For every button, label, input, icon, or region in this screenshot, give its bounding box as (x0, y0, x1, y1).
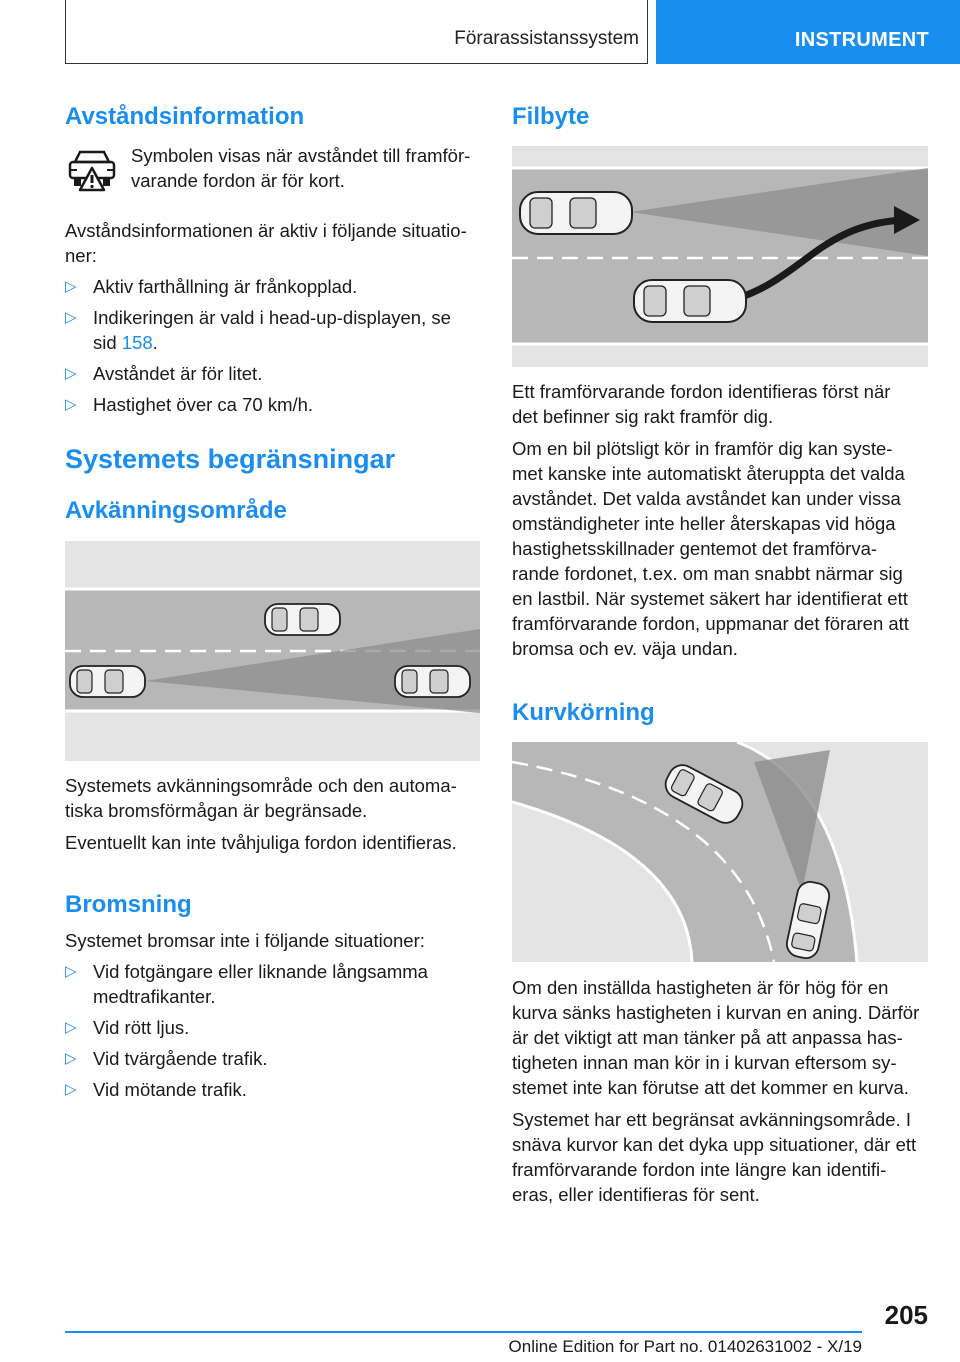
list-item (65, 392, 480, 417)
page-number: 205 (884, 1300, 928, 1330)
text-line: eras, eller identifieras för sent. (512, 1184, 760, 1205)
text-line: stemet inte kan förutse att det kommer en kurva. (512, 1077, 909, 1098)
cornering-text-2 (512, 1107, 928, 1207)
car-front-same-lane (395, 666, 470, 697)
car-ahead (520, 192, 632, 234)
braking-list (65, 959, 480, 1102)
cornering-text-1 (512, 975, 928, 1100)
list-item (65, 1077, 480, 1102)
text-line: omständigheter inte heller återskapas vid höga (512, 513, 896, 534)
bullet-triangle-icon: ▷ (65, 963, 77, 980)
footer-edition: Online Edition for Part no. 01402631002 - X/19 (508, 1337, 862, 1356)
detection-area-text-1 (65, 773, 480, 823)
car-cutting-in (634, 280, 746, 322)
text-line: rande fordonet, t.ex. om man snabbt närmar sig (512, 563, 903, 584)
text-line: ner: (65, 245, 97, 266)
text-line: Avståndet är för litet. (93, 363, 263, 384)
text-line: Indikeringen är vald i head-up-displayen, se (93, 307, 451, 328)
page-reference-link[interactable]: 158 (121, 332, 153, 353)
header-chapter-label: INSTRUMENT (794, 29, 929, 51)
text-line: met kanske inte automatiskt återuppta det valda (512, 463, 905, 484)
text-line: avståndet. Det valda avståndet kan under vissa (512, 488, 901, 509)
braking-intro (65, 928, 480, 953)
car-front-right-lane (265, 604, 340, 635)
list-item (65, 274, 480, 299)
header-section-box (65, 0, 648, 64)
list-item (65, 1015, 480, 1040)
detection-area-illustration (65, 541, 480, 761)
text-line: varande fordon är för kort. (131, 170, 345, 191)
cornering-illustration (512, 742, 928, 962)
heading-cornering: Kurvkörning (512, 699, 655, 726)
list-item (65, 959, 480, 1009)
heading-lane-change: Filbyte (512, 103, 590, 130)
text-line: snäva kurvor kan det dyka upp situationer, där ett (512, 1134, 917, 1155)
text-line: är det viktigt att man tänker på att anpassa has- (512, 1027, 903, 1048)
text-line: Avståndsinformationen är aktiv i följande situatio- (65, 220, 467, 241)
header-section-title: Förarassistanssystem (454, 28, 639, 49)
text-line: hastighetsskillnader gentemot det framförva- (512, 538, 878, 559)
list-item (65, 305, 480, 355)
text-line: Vid fotgängare eller liknande långsamma (93, 961, 428, 982)
text-line: en lastbil. När systemet säkert har identifierat ett (512, 588, 908, 609)
text-line: Vid mötande trafik. (93, 1079, 247, 1100)
text-line: Vid tvärgående trafik. (93, 1048, 268, 1069)
distance-warning-icon (67, 146, 117, 196)
lane-change-illustration (512, 146, 928, 367)
heading-distance-info: Avståndsinformation (65, 103, 305, 130)
text-line: det befinner sig rakt framför dig. (512, 406, 774, 427)
text-line: medtrafikanter. (93, 986, 216, 1007)
text-line: tiska bromsförmågan är begränsade. (65, 800, 368, 821)
detection-area-text-2 (65, 830, 480, 855)
text-line: Hastighet över ca 70 km/h. (93, 394, 314, 415)
text-line: Eventuellt kan inte tvåhjuliga fordon identifieras. (65, 832, 457, 853)
bullet-triangle-icon: ▷ (65, 1050, 77, 1067)
list-item (65, 1046, 480, 1071)
text-fragment: . (152, 332, 158, 353)
text-fragment: sid (93, 332, 122, 353)
lane-change-text-1 (512, 379, 928, 429)
symbol-description (131, 143, 481, 193)
bullet-triangle-icon: ▷ (65, 1081, 77, 1098)
bullet-triangle-icon: ▷ (65, 309, 77, 326)
text-line: Vid rött ljus. (93, 1017, 190, 1038)
text-line: Om den inställda hastigheten är för hög för en (512, 977, 889, 998)
header-chapter-tab[interactable] (656, 0, 960, 64)
text-line: Symbolen visas när avståndet till framför- (131, 145, 471, 166)
heading-braking: Bromsning (65, 891, 192, 918)
car-ego (70, 666, 145, 697)
text-line: Systemet har ett begränsat avkänningsområde. I (512, 1109, 911, 1130)
text-line: Systemet bromsar inte i följande situationer: (65, 930, 425, 951)
lane-change-text-2 (512, 436, 928, 661)
bullet-triangle-icon: ▷ (65, 1019, 77, 1036)
text-line: Systemets avkänningsområde och den automa- (65, 775, 457, 796)
bullet-triangle-icon: ▷ (65, 396, 77, 413)
bullet-triangle-icon: ▷ (65, 365, 77, 382)
text-line: kurva sänks hastigheten i kurvan en aning. Därför (512, 1002, 920, 1023)
text-line: bromsa och ev. väja undan. (512, 638, 738, 659)
text-line: Om en bil plötsligt kör in framför dig kan syste- (512, 438, 893, 459)
distance-info-intro (65, 218, 480, 268)
text-line: framförvarande fordon inte längre kan identifi- (512, 1159, 887, 1180)
distance-info-list (65, 274, 480, 417)
text-line: Ett framförvarande fordon identifieras först när (512, 381, 891, 402)
text-line: framförvarande fordon, uppmanar det föraren att (512, 613, 909, 634)
heading-detection-area: Avkänningsområde (65, 497, 287, 524)
heading-system-limits: Systemets begränsningar (65, 444, 396, 474)
text-line: Aktiv farthållning är frånkopplad. (93, 276, 358, 297)
list-item (65, 361, 480, 386)
footer-divider (65, 1331, 862, 1333)
bullet-triangle-icon: ▷ (65, 278, 77, 295)
text-line: tigheten innan man kör in i kurvan eftersom sy- (512, 1052, 897, 1073)
